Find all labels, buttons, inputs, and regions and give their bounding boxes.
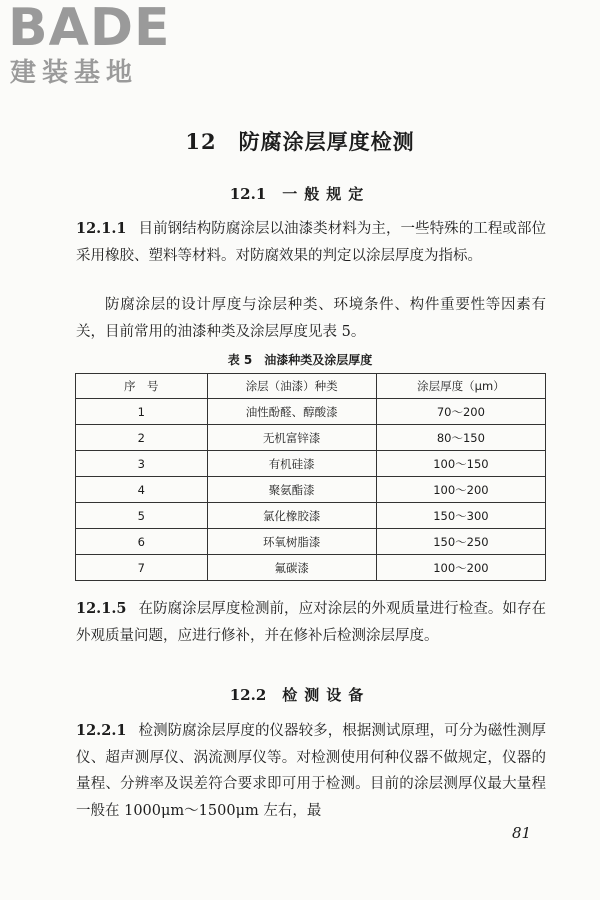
table-row: [76, 503, 546, 529]
cell-serial: 4: [76, 477, 208, 503]
section-number: 12.2: [229, 686, 267, 704]
table-row: [76, 529, 546, 555]
table-row: [76, 477, 546, 503]
chapter-number: 12: [185, 129, 217, 154]
cell-thickness: 70～200: [376, 399, 545, 425]
cell-serial: 2: [76, 425, 208, 451]
cell-coating-type: 聚氨酯漆: [207, 477, 376, 503]
clause-number: 12.2.1: [76, 722, 127, 739]
page-number: 81: [512, 824, 532, 842]
clause-12-1-1: [76, 216, 546, 269]
table-row: [76, 425, 546, 451]
cell-thickness: 150～300: [376, 503, 545, 529]
cell-thickness: 100～200: [376, 477, 545, 503]
cell-thickness: 100～200: [376, 555, 545, 581]
logo-subtitle: 建装基地: [10, 58, 139, 88]
cell-coating-type: 无机富锌漆: [207, 425, 376, 451]
cell-serial: 1: [76, 399, 208, 425]
clause-text: 在防腐涂层厚度检测前，应对涂层的外观质量进行检查。如存在外观质量问题，应进行修补，并在修补后检测涂层厚度。: [76, 601, 546, 644]
cell-coating-type: 油性酚醛、醇酸漆: [207, 399, 376, 425]
clause-text: 目前钢结构防腐涂层以油漆类材料为主，一些特殊的工程或部位采用橡胶、塑料等材料。对防腐效果的判定以涂层厚度为指标。: [76, 221, 546, 264]
chapter-title: [0, 126, 600, 156]
cell-thickness: 150～250: [376, 529, 545, 555]
logo-wordmark: BADE: [8, 0, 171, 58]
table-row: [76, 555, 546, 581]
cell-coating-type: 氟碳漆: [207, 555, 376, 581]
cell-serial: 3: [76, 451, 208, 477]
section-name: 一般规定: [282, 185, 371, 203]
coating-thickness-table: [75, 373, 546, 581]
cell-serial: 6: [76, 529, 208, 555]
table-title: 油漆种类及涂层厚度: [264, 353, 373, 367]
table-row: [76, 399, 546, 425]
section-title-12-2: [0, 684, 600, 705]
cell-serial: 5: [76, 503, 208, 529]
table-header-row: [76, 374, 546, 399]
cell-coating-type: 氯化橡胶漆: [207, 503, 376, 529]
header-serial: 序 号: [76, 374, 208, 399]
header-thickness: 涂层厚度（μm）: [376, 374, 545, 399]
clause-number: 12.1.1: [76, 220, 127, 237]
table-number: 表 5: [227, 353, 253, 367]
cell-thickness: 100～150: [376, 451, 545, 477]
cell-serial: 7: [76, 555, 208, 581]
clause-12-1-5: [76, 596, 546, 649]
clause-12-2-1: [76, 718, 546, 824]
clause-number: 12.1.5: [76, 600, 127, 617]
section-name: 检测设备: [282, 686, 371, 704]
cell-thickness: 80～150: [376, 425, 545, 451]
table-row: [76, 451, 546, 477]
publisher-logo: [8, 2, 178, 94]
header-coating-type: 涂层（油漆）种类: [207, 374, 376, 399]
clause-text: 检测防腐涂层厚度的仪器较多，根据测试原理，可分为磁性测厚仪、超声测厚仪、涡流测厚仪等。对检测使用何种仪器不做规定，仪器的量程、分辨率及误差符合要求即可用于检测。目前的涂层测厚仪最大量程一般在 1000μm～1500μm 左右，最: [76, 723, 546, 819]
section-number: 12.1: [229, 185, 267, 203]
chapter-name: 防腐涂层厚度检测: [238, 129, 415, 154]
table-caption: [0, 351, 600, 368]
paragraph-design-thickness: 防腐涂层的设计厚度与涂层种类、环境条件、构件重要性等因素有关，目前常用的油漆种类及涂层厚度见表 5。: [76, 297, 546, 340]
section-title-12-1: [0, 183, 600, 204]
cell-coating-type: 环氧树脂漆: [207, 529, 376, 555]
cell-coating-type: 有机硅漆: [207, 451, 376, 477]
